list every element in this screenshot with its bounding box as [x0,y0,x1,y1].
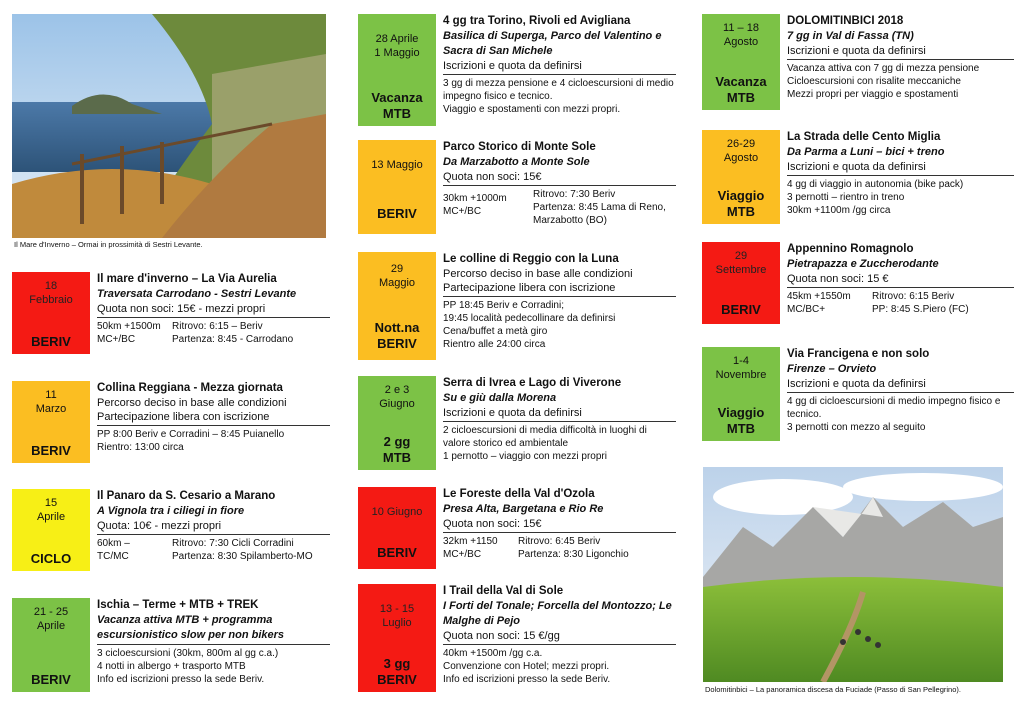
event-body [443,376,676,463]
event-body [787,130,1014,217]
event-date: 21 - 25 Aprile [33,606,69,632]
event-detail-line: Viaggio e spostamenti con mezzi propri. [443,104,621,115]
event-body [443,14,676,116]
event-detail-line: 19:45 località pedecollinare da definirsi [443,313,616,324]
event-date: 29 Settembre [715,250,767,276]
event-detail-line: Cena/buffet a metà giro [443,326,548,337]
event-quota: Quota non soci: 15€ [443,517,676,533]
event-type: BERIV [377,545,417,560]
event-body [443,140,676,227]
event-entry [702,14,1014,110]
event-entry [702,242,1014,324]
event-body [97,381,330,454]
event-details [443,297,676,351]
event-badge [358,376,436,470]
event-badge [702,347,780,441]
event-details [97,535,330,563]
event-detail-line: 30km +1100m /gg circa [787,205,891,216]
event-subtitle: Pietrapazza e Zuccherodante [787,258,939,270]
event-details [443,422,676,463]
event-meeting: Ritrovo: 6:15 – Beriv Partenza: 8:45 - Carrodano [172,321,294,345]
event-title: Serra di Ivrea e Lago di Viverone [443,377,622,389]
event-body [787,14,1014,101]
event-date: 13 Maggio [371,159,423,171]
event-type: Vacanza MTB [715,74,767,105]
event-detail-line: 4 gg di cicloescursioni di medio impegno fisico e tecnico. [787,396,1001,420]
event-details [787,60,1014,101]
event-type: Nott.na BERIV [374,320,420,351]
event-type: BERIV [377,206,417,221]
event-type: Viaggio MTB [717,188,765,219]
event-detail-line: 4 notti in albergo + trasporto MTB [97,661,246,672]
event-detail-line: 3 pernotti – rientro in treno [787,192,905,203]
event-subtitle: Su e giù dalla Morena [443,392,557,404]
event-body [97,272,330,346]
event-details [787,176,1014,217]
event-line: Partecipazione libera con iscrizione [97,410,330,426]
event-date: 13 - 15 Luglio [379,603,415,629]
event-badge [12,489,90,571]
event-line: Percorso deciso in base alle condizioni [443,268,633,280]
event-line: Partecipazione libera con iscrizione [443,281,676,297]
event-title: 4 gg tra Torino, Rivoli ed Avigliana [443,15,631,27]
event-quota: Quota non soci: 15 €/gg [443,629,676,645]
event-type: Viaggio MTB [717,405,765,436]
event-type: Vacanza MTB [371,90,423,121]
event-title: La Strada delle Cento Miglia [787,131,941,143]
event-type: 3 gg BERIV [377,656,417,687]
event-route: 30km +1000m MC+/BC [443,193,507,217]
event-detail-line: 3 pernotti con mezzo al seguito [787,422,926,433]
event-badge [12,381,90,463]
event-badge [358,252,436,360]
event-entry [12,489,330,571]
event-details [97,426,330,454]
event-detail-line: Rientro: 13:00 circa [97,442,184,453]
event-body [443,584,676,686]
event-badge [702,130,780,224]
event-subtitle: Presa Alta, Bargetana e Rio Re [443,503,604,515]
event-detail-line: 3 cicloescursioni (30km, 800m al gg c.a.) [97,648,279,659]
event-meeting: Ritrovo: 6:15 Beriv PP: 8:45 S.Piero (FC) [872,291,969,315]
event-detail-line: Vacanza attiva con 7 gg di mezza pensione [787,63,980,74]
event-type: BERIV [721,302,761,317]
event-quota: Quota non soci: 15€ [443,170,676,186]
event-detail-line: Convenzione con Hotel; mezzi propri. [443,661,610,672]
event-quota: Quota non soci: 15€ - mezzi propri [97,302,330,318]
photo-dolomites-svg [703,467,1003,682]
event-details [97,318,330,346]
event-route: 32km +1150 MC+/BC [443,536,498,560]
photo-top-caption: Il Mare d'Inverno – Ormai in prossimità di Sestri Levante. [14,240,203,249]
event-type: 2 gg MTB [382,434,412,465]
event-date: 10 Giugno [371,506,423,518]
event-date: 26-29 Agosto [723,138,759,164]
event-details [443,186,676,227]
event-title: Ischia – Terme + MTB + TREK [97,599,259,611]
event-entry [12,598,330,692]
event-details [97,645,330,686]
event-body [787,242,1014,316]
event-title: Il Panaro da S. Cesario a Marano [97,490,276,502]
event-quota: Iscrizioni e quota da definirsi [787,44,1014,60]
event-subtitle: Basilica di Superga, Parco del Valentino e Sacra di San Michele [443,30,662,57]
event-date: 29 Maggio [378,263,416,289]
event-details [787,288,1014,316]
event-subtitle: I Forti del Tonale; Forcella del Montozzo; Le Malghe di Pejo [443,600,672,627]
event-quota: Iscrizioni e quota da definirsi [787,377,1014,393]
event-type: CICLO [30,551,72,566]
photo-bottom-caption: Dolomitinbici – La panoramica discesa da Fuciade (Passo di San Pellegrino). [705,685,961,694]
event-route: 60km – TC/MC [97,538,130,562]
event-entry [12,272,330,354]
event-badge [702,242,780,324]
event-detail-line: 4 gg di viaggio in autonomia (bike pack) [787,179,964,190]
event-route: 50km +1500m MC+/BC [97,321,161,345]
event-subtitle: Vacanza attiva MTB + programma escursionistico slow per non bikers [97,613,330,645]
photo-dolomites [703,467,1003,682]
event-detail-line: PP 8:00 Beriv e Corradini – 8:45 Puianello [97,429,285,440]
event-detail-line: 3 gg di mezza pensione e 4 cicloescursioni di medio impegno fisico e tecnico. [443,78,674,102]
event-quota: Quota: 10€ - mezzi propri [97,519,330,535]
event-details [443,645,676,686]
event-subtitle: 7 gg in Val di Fassa (TN) [787,30,914,42]
event-title: Via Francigena e non solo [787,348,930,360]
event-date: 2 e 3 Giugno [379,384,415,410]
event-quota: Quota non soci: 15 € [787,272,1014,288]
event-subtitle: Traversata Carrodano - Sestri Levante [97,288,297,300]
event-meeting: Ritrovo: 7:30 Beriv Partenza: 8:45 Lama di Reno, Marzabotto (BO) [533,189,666,226]
event-quota: Iscrizioni e quota da definirsi [443,59,676,75]
event-badge [358,140,436,234]
event-details [443,533,676,561]
event-badge [12,598,90,692]
event-detail-line: PP 18:45 Beriv e Corradini; [443,300,564,311]
event-subtitle: Da Parma a Luni – bici + treno [787,146,945,158]
photo-sea-winter [12,14,326,238]
event-date: 28 Aprile 1 Maggio [374,33,420,59]
event-entry [358,376,676,470]
event-subtitle: Da Marzabotto a Monte Sole [443,156,590,168]
event-detail-line: 2 cicloescursioni di media difficoltà in luoghi di valore storico ed ambientale [443,425,647,449]
event-title: Appennino Romagnolo [787,243,914,255]
event-badge [358,14,436,126]
event-quota: Iscrizioni e quota da definirsi [787,160,1014,176]
event-entry [702,130,1014,224]
event-type: BERIV [31,443,71,458]
event-detail-line: 1 pernotto – viaggio con mezzi propri [443,451,607,462]
event-subtitle: Firenze – Orvieto [787,363,877,375]
event-title: DOLOMITINBICI 2018 [787,15,904,27]
event-title: Le colline di Reggio con la Luna [443,253,619,265]
event-badge [702,14,780,110]
event-title: Parco Storico di Monte Sole [443,141,596,153]
event-quota: Iscrizioni e quota da definirsi [443,406,676,422]
event-entry [12,381,330,463]
event-type: BERIV [31,334,71,349]
photo-sea-winter-svg [12,14,326,238]
event-date: 11 Marzo [35,389,67,415]
event-body [787,347,1014,434]
event-body [443,487,676,561]
event-detail-line: 40km +1500m /gg c.a. [443,648,543,659]
event-title: Collina Reggiana - Mezza giornata [97,382,283,394]
event-date: 15 Aprile [36,497,66,523]
event-meeting: Ritrovo: 7:30 Cicli Corradini Partenza: 8:30 Spilamberto-MO [172,538,313,562]
event-badge [358,487,436,569]
event-badge [12,272,90,354]
event-date: 1-4 Novembre [715,355,767,381]
event-details [443,75,676,116]
event-date: 18 Febbraio [29,280,73,306]
event-entry [358,252,676,360]
event-date: 11 – 18 Agosto [723,22,759,48]
event-line: Percorso deciso in base alle condizioni [97,397,287,409]
event-route: 45km +1550m MC/BC+ [787,291,851,315]
event-type: BERIV [31,672,71,687]
event-detail-line: Info ed iscrizioni presso la sede Beriv. [443,674,611,685]
event-entry [358,140,676,234]
event-entry [702,347,1014,441]
event-entry [358,584,676,692]
event-details [787,393,1014,434]
event-title: Le Foreste della Val d'Ozola [443,488,595,500]
event-entry [358,14,676,126]
event-detail-line: Mezzi propri per viaggio e spostamenti [787,89,959,100]
event-body [97,489,330,563]
event-body [443,252,676,351]
event-entry [358,487,676,569]
event-body [97,598,330,686]
event-detail-line: Rientro alle 24:00 circa [443,339,546,350]
event-title: Il mare d'inverno – La Via Aurelia [97,273,277,285]
event-detail-line: Info ed iscrizioni presso la sede Beriv. [97,674,265,685]
event-subtitle: A Vignola tra i ciliegi in fiore [97,505,245,517]
event-title: I Trail della Val di Sole [443,585,564,597]
event-meeting: Ritrovo: 6:45 Beriv Partenza: 8:30 Ligonchio [518,536,629,560]
event-badge [358,584,436,692]
event-detail-line: Cicloescursioni con risalite meccaniche [787,76,961,87]
